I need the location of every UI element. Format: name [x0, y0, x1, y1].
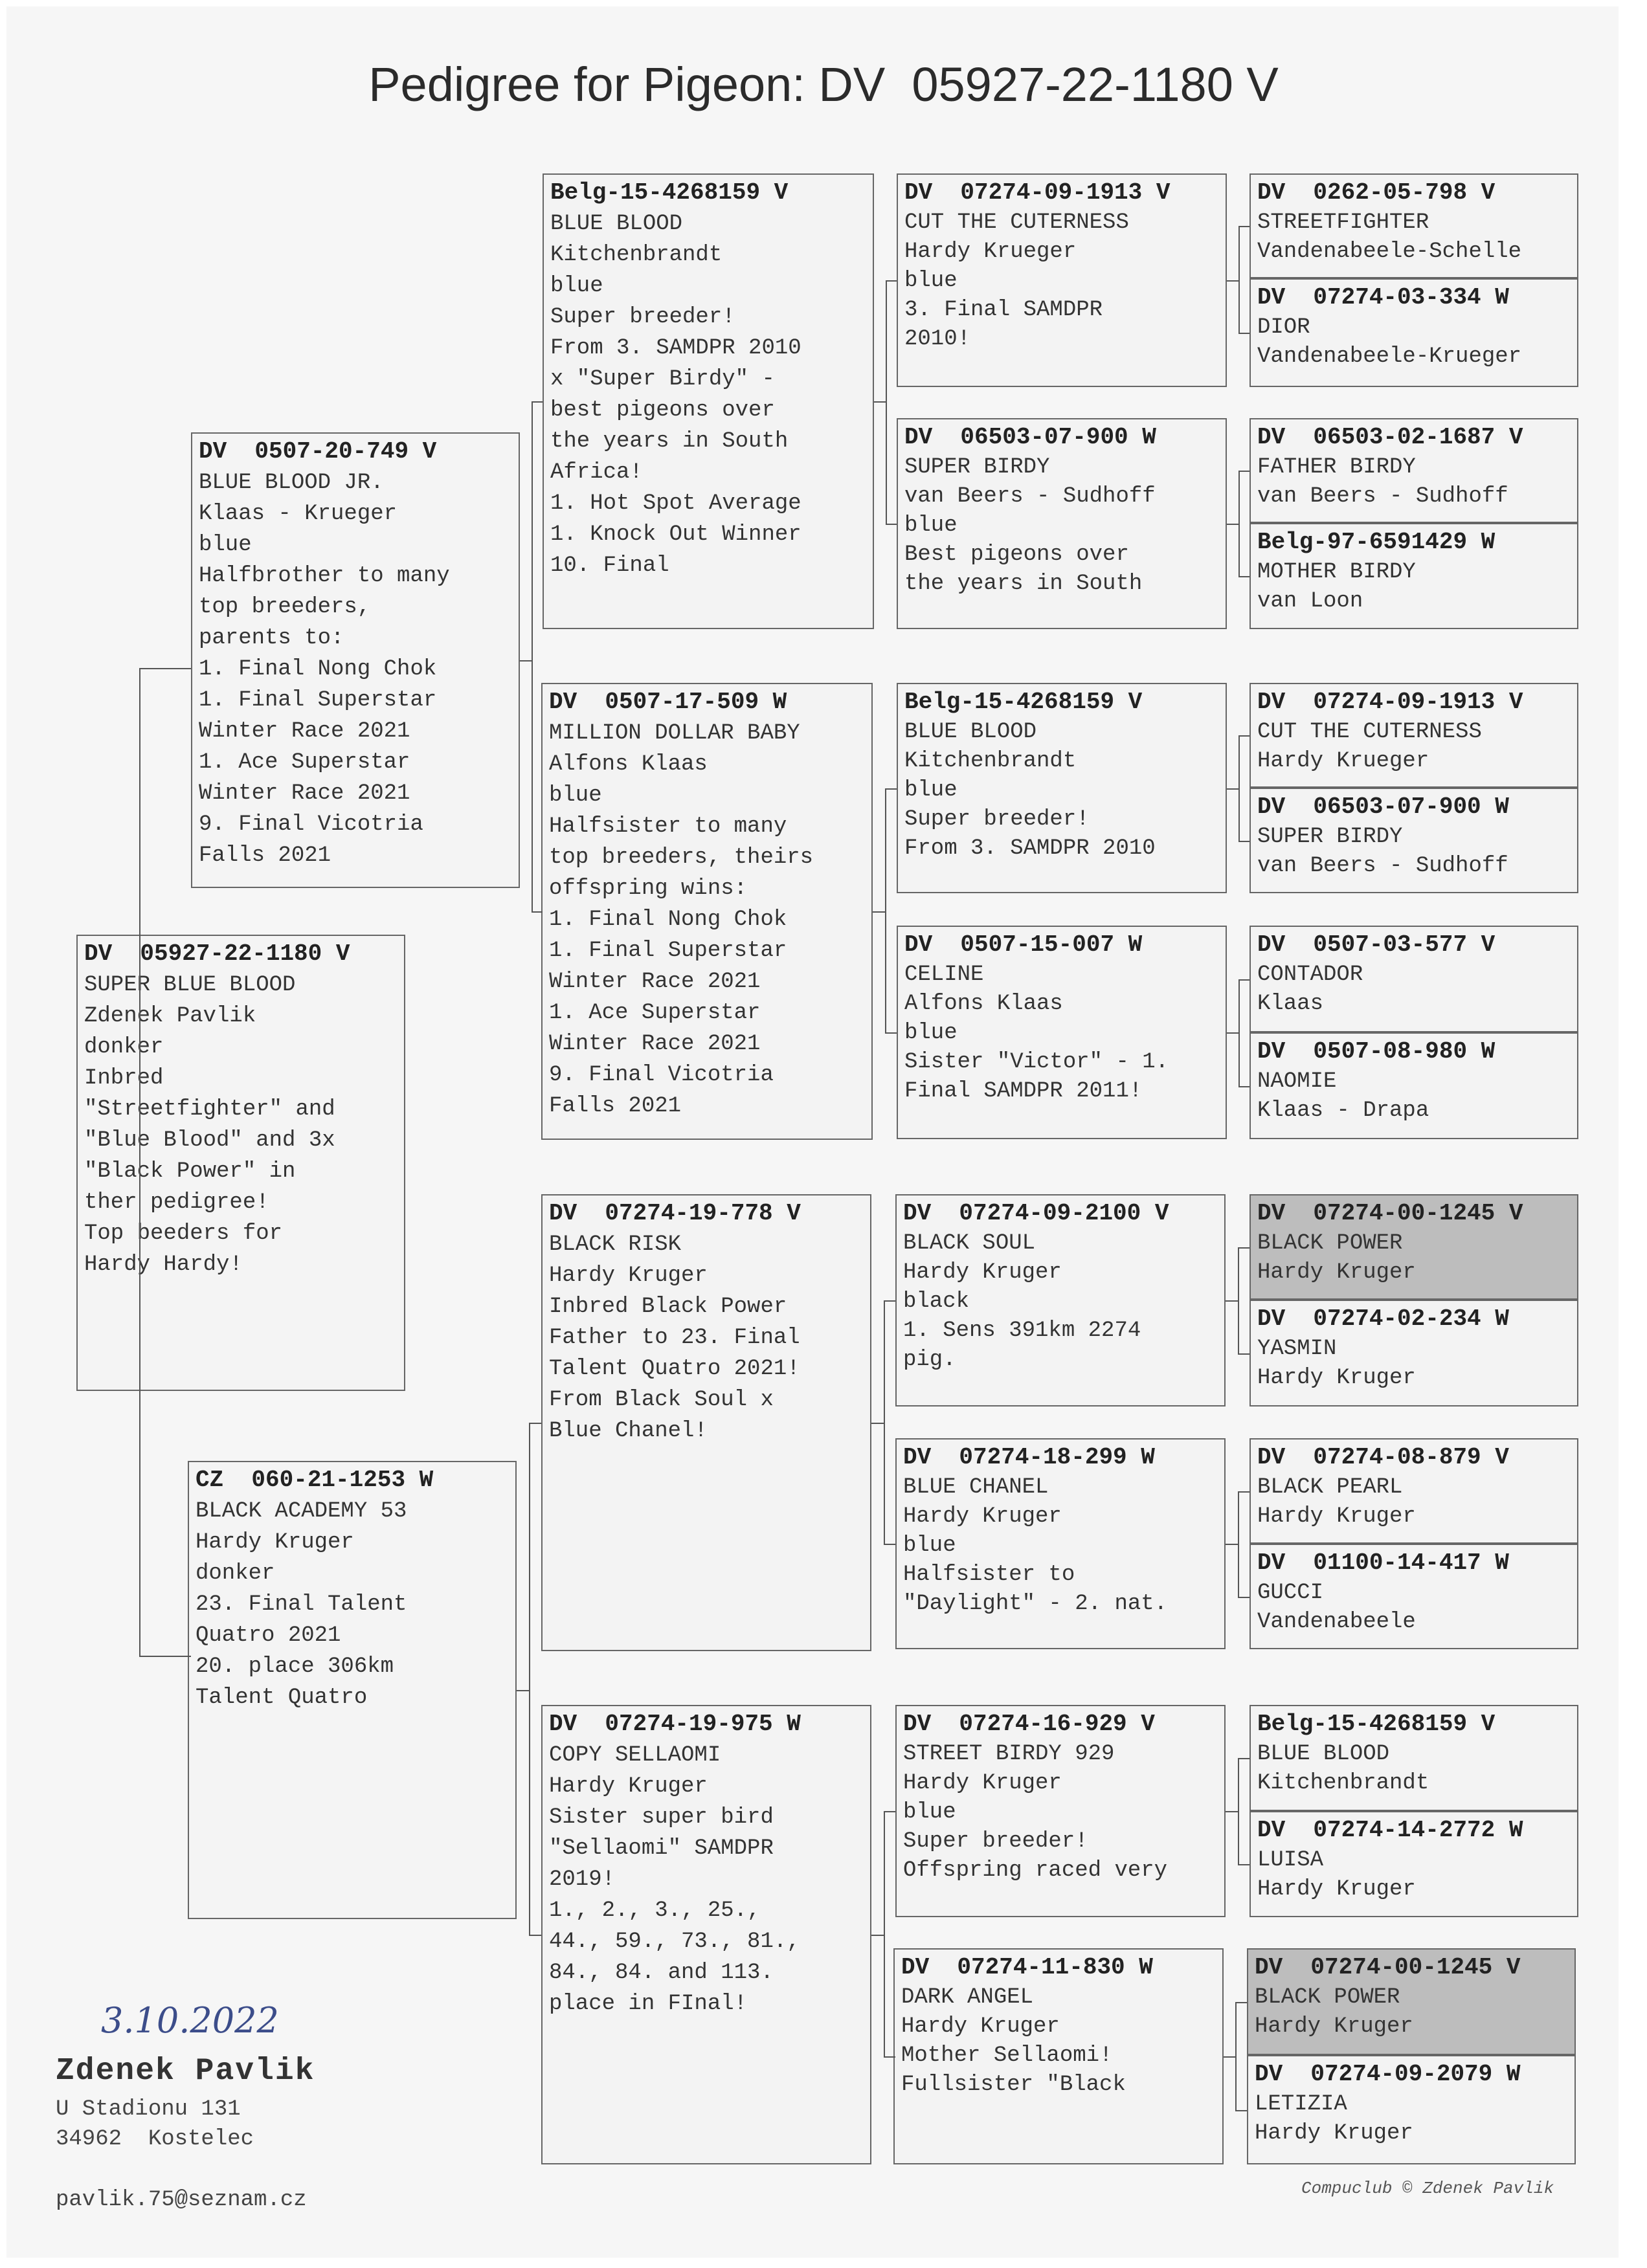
pedigree-card-p7: [897, 173, 1227, 387]
card-line: top breeders, theirs: [549, 845, 814, 870]
pedigree-connector: [1238, 1758, 1250, 1759]
pedigree-card-p15: [1249, 173, 1578, 278]
card-line: blue: [549, 783, 602, 808]
pedigree-connector: [1226, 1300, 1238, 1302]
pedigree-connector: [1238, 979, 1250, 981]
card-line: Africa!: [550, 460, 643, 485]
card-line: best pigeons over: [550, 398, 775, 423]
card-line: CONTADOR: [1257, 962, 1363, 987]
card-line: NAOMIE: [1257, 1069, 1337, 1094]
card-line: Klaas - Drapa: [1257, 1098, 1429, 1123]
card-line: CUT THE CUTERNESS: [1257, 720, 1482, 744]
pedigree-connector: [532, 401, 533, 911]
ring-number: DV 07274-18-299 W: [903, 1444, 1155, 1471]
card-line: DARK ANGEL: [901, 1985, 1034, 2010]
card-line: LUISA: [1257, 1848, 1324, 1873]
card-line: 1. Final Superstar: [199, 688, 437, 713]
pedigree-connector: [886, 280, 897, 282]
pedigree-card-p25: [1249, 1438, 1578, 1544]
pedigree-card-p10: [897, 926, 1227, 1139]
card-line: offspring wins:: [549, 876, 748, 901]
card-line: van Loon: [1257, 589, 1363, 614]
ring-number: Belg-15-4268159 V: [550, 179, 789, 206]
card-line: MILLION DOLLAR BABY: [549, 721, 800, 746]
card-line: top breeders,: [199, 595, 371, 619]
pedigree-connector: [874, 401, 886, 403]
card-line: 1. Final Superstar: [549, 939, 787, 963]
pedigree-card-p17: [1249, 418, 1578, 523]
ring-number: CZ 060-21-1253 W: [196, 1467, 434, 1493]
card-line: Hardy Kruger: [903, 1504, 1062, 1529]
card-line: "Sellaomi" SAMDPR: [549, 1836, 774, 1861]
ring-number: DV 0507-08-980 W: [1257, 1038, 1496, 1065]
card-line: Klaas: [1257, 992, 1324, 1016]
ring-number: DV 0507-20-749 V: [199, 438, 437, 465]
card-line: STREET BIRDY 929: [903, 1742, 1115, 1766]
ring-number: DV 06503-07-900 W: [904, 424, 1156, 450]
card-line: Sister "Victor" - 1.: [904, 1050, 1169, 1074]
card-line: BLUE CHANEL: [903, 1475, 1049, 1500]
pedigree-connector: [884, 1811, 885, 2056]
pedigree-card-p23: [1249, 1194, 1578, 1300]
card-line: Hardy Kruger: [196, 1530, 354, 1555]
card-line: Top beeders for: [84, 1221, 283, 1246]
pedigree-card-p12: [895, 1438, 1226, 1649]
card-line: Hardy Hardy!: [84, 1252, 243, 1277]
pedigree-connector: [1238, 841, 1250, 842]
pedigree-connector: [1224, 2056, 1235, 2058]
pedigree-connector: [1238, 735, 1240, 841]
ring-number: DV 01100-14-417 W: [1257, 1550, 1509, 1576]
pedigree-card-p22: [1249, 1032, 1578, 1139]
pedigree-connector: [1226, 1811, 1238, 1812]
card-line: Halfsister to: [903, 1562, 1075, 1587]
card-line: BLACK SOUL: [903, 1231, 1036, 1256]
card-line: Fullsister "Black: [901, 2073, 1126, 2097]
ring-number: DV 07274-09-2079 W: [1255, 2061, 1521, 2087]
pedigree-connector: [885, 788, 886, 1033]
pedigree-connector: [884, 1300, 896, 1302]
card-line: Vandenabeele: [1257, 1610, 1416, 1634]
pedigree-card-p9: [897, 683, 1227, 893]
card-line: Sister super bird: [549, 1805, 774, 1830]
footer-credit: Compuclub © Zdenek Pavlik: [1301, 2179, 1554, 2198]
ring-number: DV 0507-17-509 W: [549, 689, 787, 715]
card-line: 1. Sens 391km 2274: [903, 1318, 1141, 1343]
ring-number: DV 06503-07-900 W: [1257, 794, 1509, 820]
pedigree-connector: [884, 1544, 896, 1545]
pedigree-connector: [1238, 1247, 1250, 1249]
pedigree-connector: [1238, 1247, 1239, 1353]
card-line: Hardy Kruger: [1257, 1366, 1416, 1390]
card-line: Hardy Kruger: [1257, 1260, 1416, 1285]
pedigree-connector: [1227, 280, 1238, 282]
pedigree-card-p24: [1249, 1300, 1578, 1406]
pedigree-connector: [884, 1300, 885, 1544]
pedigree-card-p28: [1249, 1811, 1578, 1917]
card-line: Super breeder!: [550, 305, 735, 329]
pedigree-connector: [1238, 576, 1250, 577]
card-line: "Black Power" in: [84, 1159, 296, 1184]
ring-number: DV 0507-15-007 W: [904, 931, 1143, 958]
ring-number: Belg-15-4268159 V: [904, 689, 1143, 715]
card-line: Hardy Krueger: [904, 239, 1077, 264]
card-line: Hardy Kruger: [1255, 2014, 1413, 2039]
card-line: the years in South: [904, 572, 1143, 596]
pedigree-connector: [529, 1935, 541, 1936]
card-line: van Beers - Sudhoff: [1257, 484, 1508, 509]
card-line: BLUE BLOOD JR.: [199, 471, 384, 495]
card-line: 1., 2., 3., 25.,: [549, 1898, 761, 1923]
ring-number: Belg-97-6591429 W: [1257, 529, 1496, 555]
card-line: 3. Final SAMDPR: [904, 298, 1103, 322]
card-line: Zdenek Pavlik: [84, 1004, 256, 1028]
owner-name: Zdenek Pavlik: [56, 2054, 315, 2089]
owner-street: U Stadionu 131: [56, 2097, 241, 2122]
card-line: Hardy Krueger: [1257, 749, 1429, 773]
card-line: Alfons Klaas: [549, 752, 708, 777]
card-line: 1. Hot Spot Average: [550, 491, 801, 516]
card-line: Halfsister to many: [549, 814, 787, 839]
owner-email[interactable]: pavlik.75@seznam.cz: [56, 2188, 307, 2212]
card-line: place in FInal!: [549, 1992, 748, 2016]
pedigree-connector: [871, 1935, 884, 1936]
pedigree-connector: [1238, 979, 1240, 1086]
pedigree-connector: [1238, 735, 1250, 737]
pedigree-card-p21: [1249, 926, 1578, 1032]
card-line: 1. Ace Superstar: [549, 1001, 761, 1025]
pedigree-connector: [532, 911, 543, 913]
pedigree-connector: [529, 1423, 530, 1935]
pedigree-card-p3: [543, 173, 874, 629]
card-line: CELINE: [904, 962, 984, 987]
card-line: 9. Final Vicotria: [549, 1063, 774, 1087]
pedigree-card-p16: [1249, 278, 1578, 387]
pedigree-connector: [1235, 2002, 1247, 2003]
pedigree-connector: [520, 660, 532, 662]
ring-number: DV 07274-11-830 W: [901, 1954, 1153, 1981]
card-line: SUPER BIRDY: [904, 455, 1050, 480]
ring-number: DV 07274-16-929 V: [903, 1711, 1155, 1737]
card-line: BLACK PEARL: [1257, 1475, 1403, 1500]
card-line: van Beers - Sudhoff: [1257, 854, 1508, 878]
pedigree-connector: [1238, 226, 1250, 227]
card-line: Talent Quatro 2021!: [549, 1357, 800, 1381]
ring-number: DV 07274-00-1245 V: [1255, 1954, 1521, 1981]
pedigree-card-p0: [76, 935, 405, 1391]
card-line: 1. Final Nong Chok: [199, 657, 437, 682]
card-line: 84., 84. and 113.: [549, 1961, 774, 1985]
pedigree-card-p8: [897, 418, 1227, 629]
card-line: Best pigeons over: [904, 542, 1129, 567]
card-line: pig.: [903, 1348, 956, 1372]
pedigree-card-p4: [541, 683, 873, 1140]
owner-block: [56, 2000, 315, 2212]
card-line: Falls 2021: [199, 843, 331, 868]
ring-number: DV 06503-02-1687 V: [1257, 424, 1523, 450]
ring-number: DV 07274-02-234 W: [1257, 1306, 1509, 1332]
pedigree-connector: [1227, 788, 1238, 790]
card-line: Inbred Black Power: [549, 1295, 787, 1319]
card-line: 2019!: [549, 1867, 616, 1892]
card-line: donker: [196, 1561, 275, 1586]
pedigree-connector: [884, 2056, 896, 2058]
pedigree-connector: [1235, 2002, 1237, 2110]
ring-number: DV 07274-14-2772 W: [1257, 1817, 1523, 1843]
pedigree-connector: [1238, 333, 1250, 334]
card-line: 2010!: [904, 327, 971, 351]
pedigree-connector: [139, 668, 191, 669]
card-line: LETIZIA: [1255, 2092, 1347, 2117]
card-line: BLACK POWER: [1255, 1985, 1400, 2010]
pedigree-connector: [139, 668, 140, 1656]
pedigree-connector: [1238, 1086, 1250, 1087]
pedigree-connector: [517, 1690, 529, 1691]
pedigree-card-p2: [188, 1461, 517, 1919]
ring-number: DV 07274-00-1245 V: [1257, 1200, 1523, 1227]
card-line: BLACK ACADEMY 53: [196, 1499, 407, 1524]
pedigree-connector: [1227, 1032, 1238, 1034]
page-title: Pedigree for Pigeon: DV 05927-22-1180 V: [368, 58, 1279, 111]
card-line: 23. Final Talent: [196, 1592, 407, 1617]
card-line: Kitchenbrandt: [904, 749, 1077, 773]
ring-number: DV 07274-09-1913 V: [1257, 689, 1523, 715]
card-line: Hardy Kruger: [1255, 2121, 1413, 2146]
pedigree-connector: [1227, 524, 1238, 525]
card-line: blue: [903, 1533, 956, 1558]
card-line: COPY SELLAOMI: [549, 1743, 721, 1768]
card-line: Mother Sellaomi!: [901, 2043, 1113, 2068]
ring-number: Belg-15-4268159 V: [1257, 1711, 1496, 1737]
card-line: SUPER BLUE BLOOD: [84, 973, 296, 997]
card-line: "Streetfighter" and: [84, 1097, 335, 1122]
pedigree-connector: [532, 401, 543, 403]
card-line: Hardy Kruger: [1257, 1504, 1416, 1529]
card-line: Falls 2021: [549, 1094, 682, 1118]
owner-city: 34962 Kostelec: [56, 2127, 254, 2151]
pedigree-card-p1: [191, 432, 520, 888]
pedigree-connector: [1238, 1758, 1239, 1864]
pedigree-card-p30: [1247, 2055, 1576, 2164]
card-line: x "Super Birdy" -: [550, 367, 775, 392]
card-line: Vandenabeele-Schelle: [1257, 239, 1522, 264]
card-line: GUCCI: [1257, 1581, 1324, 1605]
card-line: Hardy Kruger: [1257, 1877, 1416, 1902]
card-line: Hardy Kruger: [901, 2014, 1060, 2039]
card-line: 1. Ace Superstar: [199, 750, 410, 775]
pedigree-card-p6: [541, 1705, 871, 2164]
card-line: MOTHER BIRDY: [1257, 560, 1416, 584]
pedigree-connector: [885, 1032, 897, 1034]
card-line: blue: [904, 269, 958, 293]
card-line: 10. Final: [550, 553, 669, 578]
card-line: 1. Knock Out Winner: [550, 522, 801, 547]
card-line: Hardy Kruger: [549, 1774, 708, 1799]
ring-number: DV 07274-08-879 V: [1257, 1444, 1509, 1471]
card-line: CUT THE CUTERNESS: [904, 210, 1129, 235]
pedigree-card-p19: [1249, 683, 1578, 788]
card-line: DIOR: [1257, 315, 1310, 340]
card-line: ther pedigree!: [84, 1190, 269, 1215]
pedigree-connector: [871, 1423, 884, 1424]
pedigree-connector: [529, 1423, 541, 1424]
card-line: BLACK POWER: [1257, 1231, 1403, 1256]
card-line: Kitchenbrandt: [550, 243, 723, 267]
pedigree-connector: [884, 1811, 896, 1812]
card-line: STREETFIGHTER: [1257, 210, 1429, 235]
card-line: From 3. SAMDPR 2010: [904, 836, 1156, 861]
pedigree-card-p29: [1247, 1948, 1576, 2055]
card-line: From Black Soul x: [549, 1388, 774, 1412]
ring-number: DV 07274-19-975 W: [549, 1711, 801, 1737]
card-line: Talent Quatro: [196, 1685, 368, 1710]
ring-number: DV 0262-05-798 V: [1257, 179, 1496, 206]
card-line: black: [903, 1289, 970, 1314]
card-line: Super breeder!: [904, 807, 1090, 832]
card-line: YASMIN: [1257, 1337, 1337, 1361]
card-line: From 3. SAMDPR 2010: [550, 336, 801, 361]
pedigree-connector: [1238, 471, 1240, 576]
ring-number: DV 07274-19-778 V: [549, 1200, 801, 1227]
card-line: van Beers - Sudhoff: [904, 484, 1156, 509]
pedigree-connector: [139, 1656, 191, 1657]
card-line: Winter Race 2021: [199, 719, 410, 744]
pedigree-card-p20: [1249, 788, 1578, 893]
signature-date: 3.10.2022: [101, 2000, 279, 2041]
card-line: Winter Race 2021: [199, 781, 410, 806]
pedigree-connector: [1238, 226, 1240, 333]
pedigree-connector: [886, 524, 897, 525]
pedigree-connector: [1238, 471, 1250, 472]
card-line: Father to 23. Final: [549, 1326, 800, 1350]
pedigree-connector: [1238, 1491, 1239, 1597]
pedigree-connector: [1238, 1353, 1250, 1355]
card-line: 1. Final Nong Chok: [549, 907, 787, 932]
card-line: "Blue Blood" and 3x: [84, 1128, 335, 1153]
card-line: Final SAMDPR 2011!: [904, 1079, 1143, 1104]
card-line: Vandenabeele-Krueger: [1257, 344, 1522, 369]
card-line: FATHER BIRDY: [1257, 455, 1416, 480]
card-line: Offspring raced very: [903, 1858, 1168, 1883]
ring-number: DV 0507-03-577 V: [1257, 931, 1496, 958]
card-line: Blue Chanel!: [549, 1419, 708, 1443]
pedigree-connector: [1235, 2110, 1247, 2111]
card-line: blue: [199, 533, 252, 557]
card-line: BLUE BLOOD: [550, 212, 683, 236]
pedigree-connector: [1238, 1597, 1250, 1598]
pedigree-card-p11: [895, 1194, 1226, 1406]
card-line: BLACK RISK: [549, 1232, 682, 1257]
card-line: "Daylight" - 2. nat.: [903, 1592, 1168, 1616]
card-line: 9. Final Vicotria: [199, 812, 423, 837]
pedigree-card-p5: [541, 1194, 871, 1651]
pedigree-connector: [886, 280, 887, 524]
pedigree-card-p13: [895, 1705, 1226, 1917]
pedigree-connector: [1238, 1864, 1250, 1865]
card-line: donker: [84, 1035, 164, 1060]
card-line: the years in South: [550, 429, 789, 454]
card-line: SUPER BIRDY: [1257, 825, 1403, 849]
card-line: 20. place 306km: [196, 1654, 394, 1679]
card-line: Alfons Klaas: [904, 992, 1063, 1016]
ring-number: DV 07274-03-334 W: [1257, 284, 1509, 311]
card-line: Hardy Kruger: [903, 1771, 1062, 1796]
pedigree-card-p27: [1249, 1705, 1578, 1811]
card-line: blue: [903, 1800, 956, 1825]
card-line: Halfbrother to many: [199, 564, 450, 588]
card-line: blue: [550, 274, 603, 298]
pedigree-card-p18: [1249, 523, 1578, 629]
card-line: Quatro 2021: [196, 1623, 341, 1648]
pedigree-connector: [1238, 1491, 1250, 1493]
card-line: blue: [904, 513, 958, 538]
card-line: blue: [904, 1021, 958, 1045]
card-line: BLUE BLOOD: [1257, 1742, 1390, 1766]
card-line: Winter Race 2021: [549, 970, 761, 994]
card-line: Super breeder!: [903, 1829, 1088, 1854]
card-line: 44., 59., 73., 81.,: [549, 1929, 800, 1954]
card-line: Hardy Kruger: [549, 1263, 708, 1288]
ring-number: DV 07274-09-2100 V: [903, 1200, 1169, 1227]
pedigree-connector: [885, 788, 897, 790]
pedigree-card-p14: [893, 1948, 1224, 2164]
card-line: parents to:: [199, 626, 344, 650]
card-line: Kitchenbrandt: [1257, 1771, 1429, 1796]
ring-number: DV 05927-22-1180 V: [84, 940, 350, 967]
card-line: Winter Race 2021: [549, 1032, 761, 1056]
ring-number: DV 07274-09-1913 V: [904, 179, 1171, 206]
card-line: Inbred: [84, 1066, 164, 1091]
pedigree-card-p26: [1249, 1544, 1578, 1649]
pedigree-connector: [873, 911, 885, 913]
card-line: Hardy Kruger: [903, 1260, 1062, 1285]
card-line: blue: [904, 778, 958, 803]
card-line: Klaas - Krueger: [199, 502, 398, 526]
card-line: BLUE BLOOD: [904, 720, 1037, 744]
pedigree-connector: [1226, 1544, 1238, 1545]
